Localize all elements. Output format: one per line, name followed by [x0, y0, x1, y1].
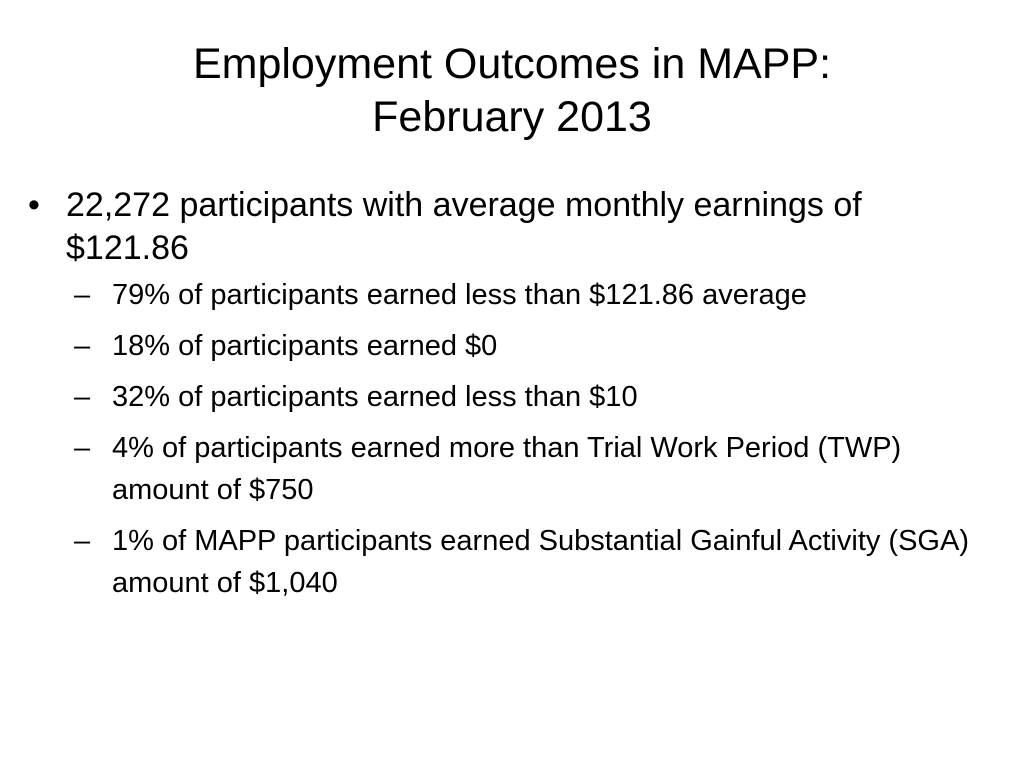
sub-bullet-text: 32% of participants earned less than $10 [112, 381, 638, 413]
main-bullet-text: 22,272 participants with average monthly earnings of $121.86 [66, 186, 862, 267]
slide-title-line-2: February 2013 [372, 93, 652, 141]
sub-bullet-list [28, 274, 988, 604]
main-bullet [28, 184, 988, 270]
sub-bullet-text: 1% of MAPP participants earned Substantial Gainful Activity (SGA) amount of $1,040 [112, 525, 969, 599]
dash-icon: – [74, 381, 91, 413]
slide-body [28, 184, 988, 613]
sub-bullet [28, 325, 988, 367]
dash-icon: – [74, 525, 91, 557]
sub-bullet-text: 4% of participants earned more than Trial Work Period (TWP) amount of $750 [112, 432, 902, 506]
sub-bullet-text: 18% of participants earned $0 [112, 330, 498, 362]
bullet-dot-icon: • [28, 186, 40, 224]
sub-bullet [28, 520, 988, 604]
sub-bullet-text: 79% of participants earned less than $121.86 average [112, 279, 807, 311]
sub-bullet [28, 274, 988, 316]
slide-title-line-1: Employment Outcomes in MAPP: [192, 40, 832, 88]
dash-icon: – [74, 330, 91, 362]
sub-bullet [28, 376, 988, 418]
dash-icon: – [74, 432, 91, 464]
sub-bullet [28, 427, 988, 511]
slide-title [60, 38, 964, 144]
dash-icon: – [74, 279, 91, 311]
